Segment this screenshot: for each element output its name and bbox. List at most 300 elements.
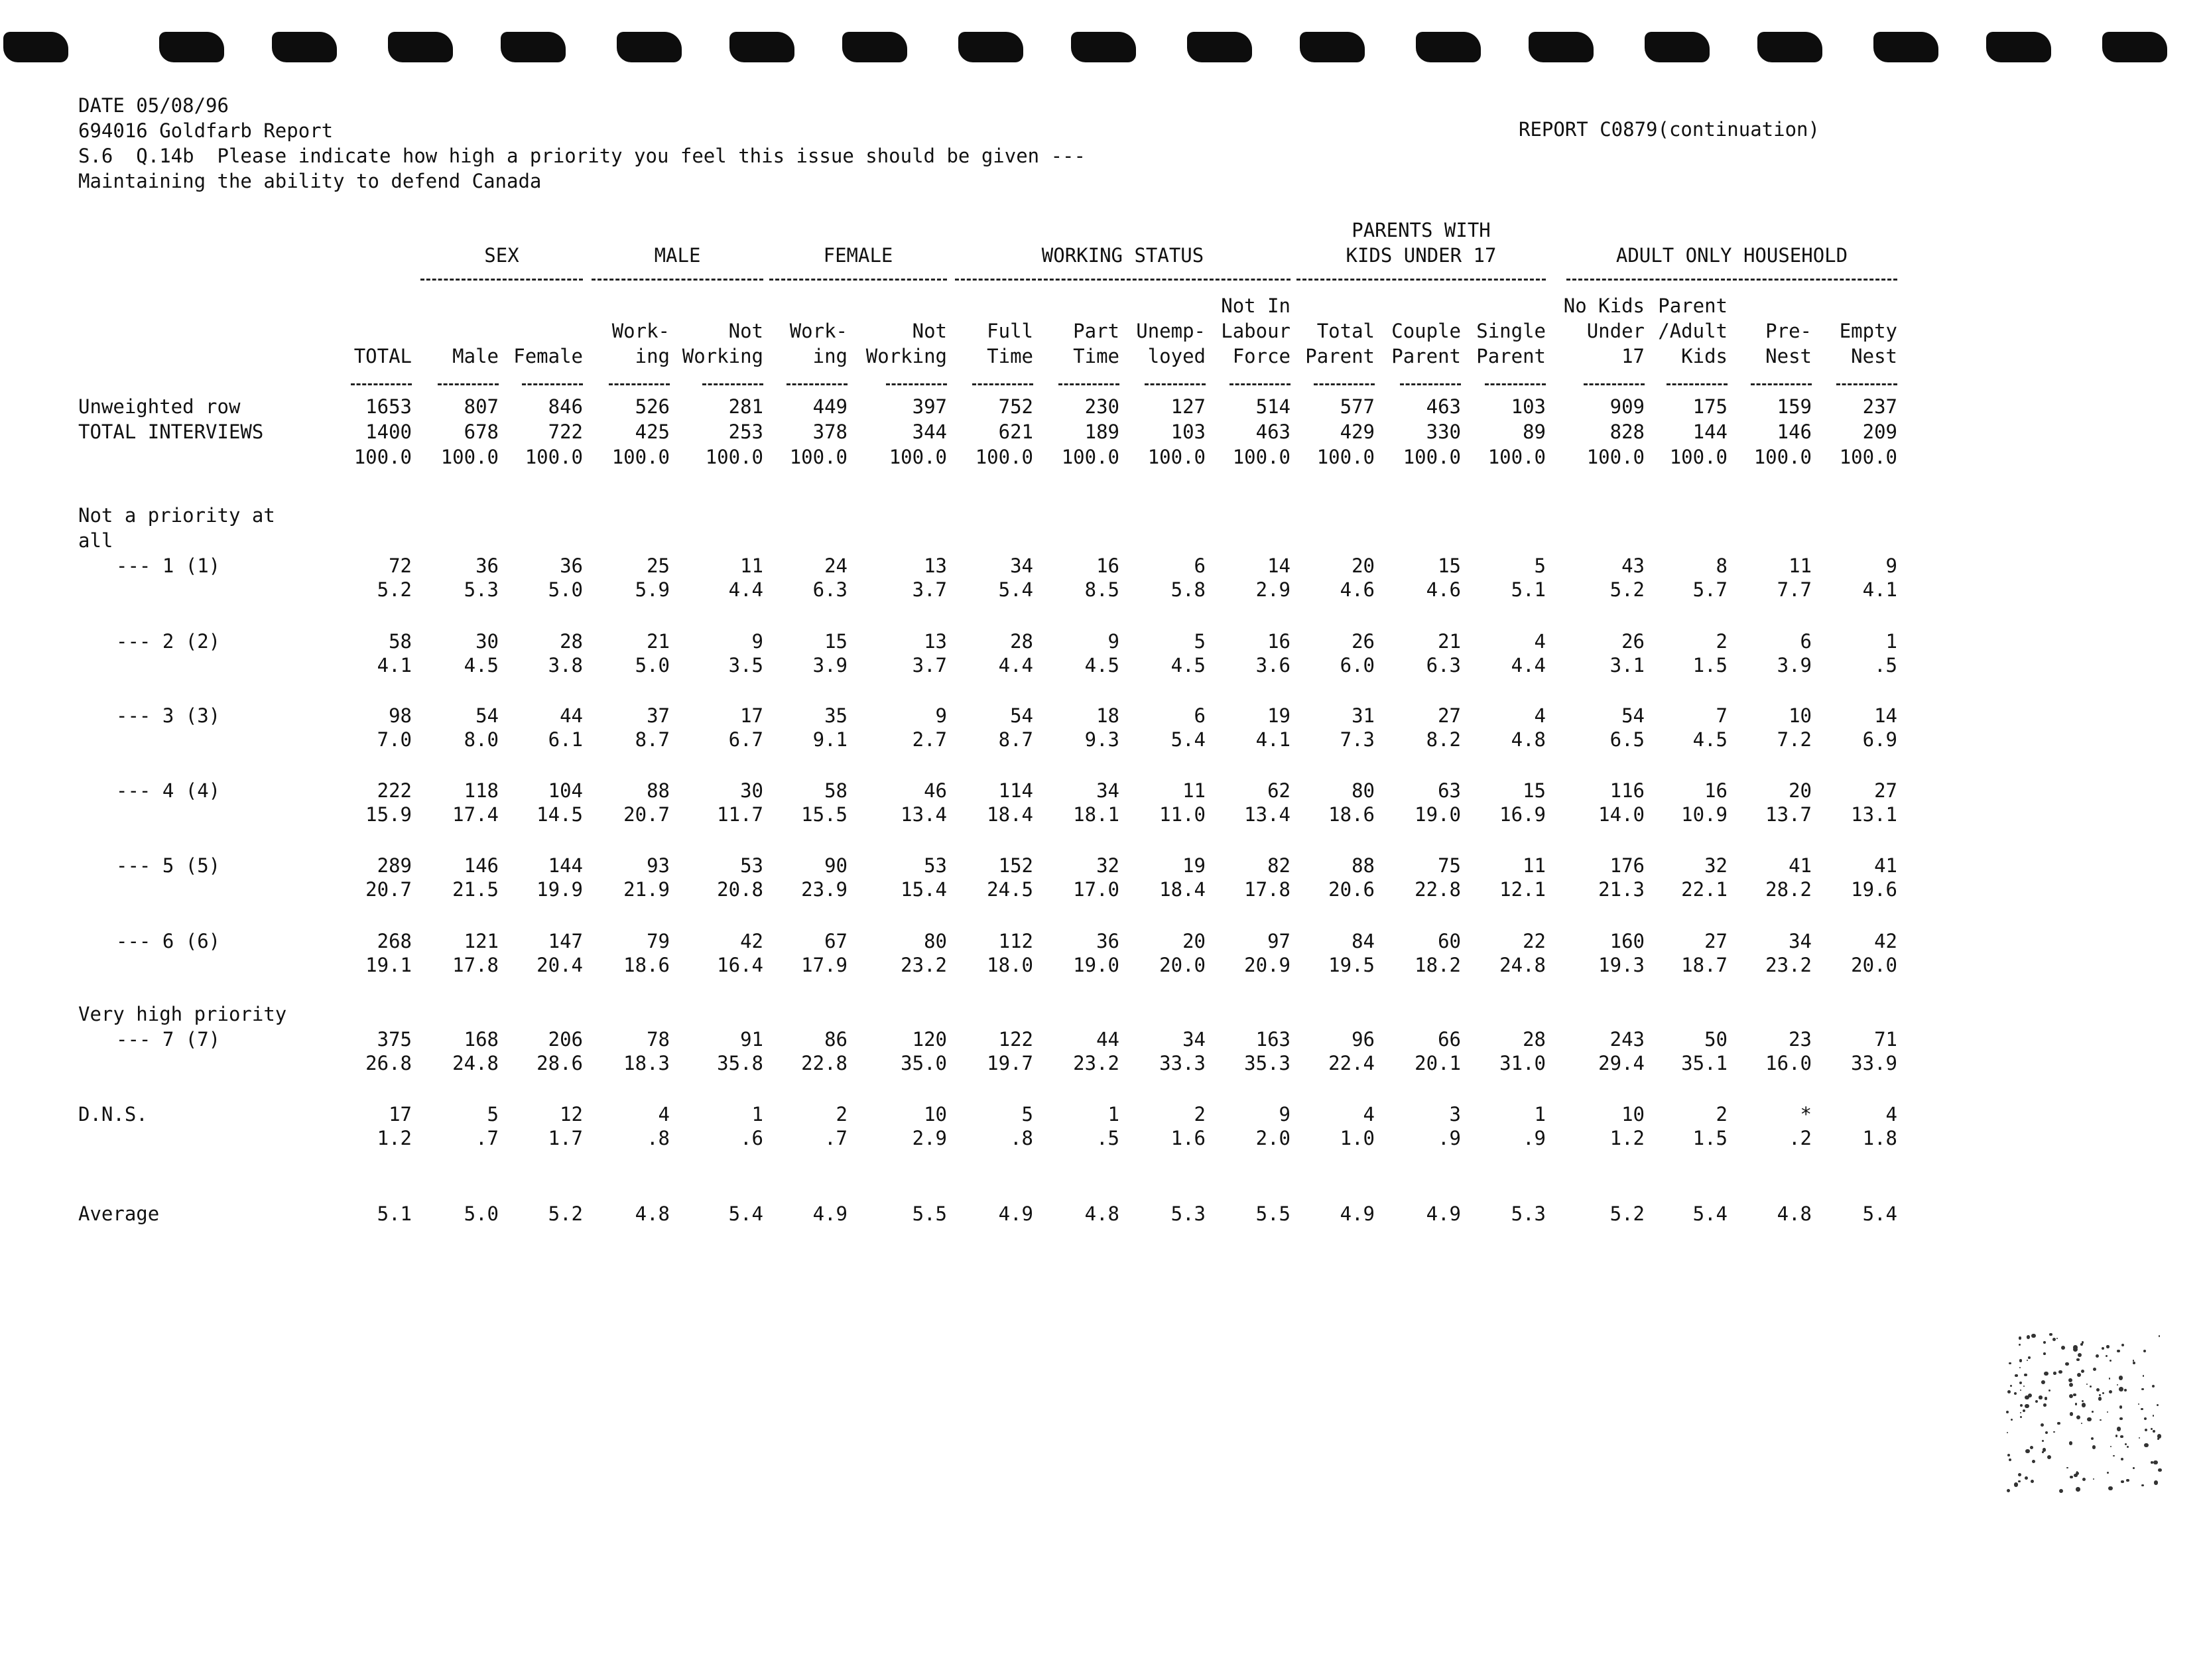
count-cell: 26 — [1352, 630, 1375, 653]
percent-cell: 6.3 — [812, 578, 848, 601]
scan-speck — [2087, 1417, 2092, 1422]
percent-cell: 13.1 — [1851, 803, 1897, 826]
row-label: --- 1 (1) — [116, 554, 221, 577]
average-cell: 5.5 — [912, 1202, 947, 1225]
percent-cell: 20.4 — [536, 954, 583, 976]
column-header-label: ing — [812, 345, 848, 367]
base-cell: 463 — [1255, 420, 1291, 443]
percent-cell: .2 — [1789, 1127, 1812, 1149]
count-cell: 54 — [1621, 704, 1645, 727]
percent-cell: 19.3 — [1598, 954, 1645, 976]
scan-speck — [2009, 1458, 2011, 1461]
percent-cell: 4.6 — [1426, 578, 1461, 601]
scan-speck — [2006, 1411, 2009, 1413]
count-cell: 4 — [658, 1103, 670, 1126]
base-cell: 449 — [812, 395, 848, 418]
percent-cell: 18.3 — [623, 1052, 670, 1074]
scan-speck — [2027, 1335, 2031, 1339]
scan-speck — [2077, 1373, 2081, 1377]
count-cell: 82 — [1267, 854, 1291, 877]
percent-cell: 20.7 — [623, 803, 670, 826]
count-cell: 14 — [1874, 704, 1897, 727]
column-header-label: Force — [1232, 345, 1291, 367]
scan-speck — [2152, 1385, 2155, 1388]
category-label: all — [78, 529, 113, 552]
percent-cell: 2.0 — [1255, 1127, 1291, 1149]
count-cell: 35 — [824, 704, 848, 727]
base-cell: 281 — [728, 395, 763, 418]
percent-cell: 14.0 — [1598, 803, 1645, 826]
percent-cell: 5.2 — [377, 578, 412, 601]
count-cell: 75 — [1438, 854, 1461, 877]
count-cell: 93 — [647, 854, 670, 877]
count-cell: 34 — [1010, 554, 1033, 577]
scan-speck — [2059, 1489, 2063, 1493]
percent-cell: 6.0 — [1340, 654, 1375, 677]
percent-cell: 28.2 — [1765, 878, 1812, 901]
base-cell: 189 — [1084, 420, 1119, 443]
punch-hole — [1645, 32, 1710, 62]
count-cell: 86 — [824, 1028, 848, 1051]
punch-hole — [617, 32, 682, 62]
count-cell: 24 — [824, 554, 848, 577]
scan-speck — [2141, 1408, 2143, 1410]
report-date: DATE 05/08/96 — [78, 94, 229, 117]
base-cell: 1653 — [365, 395, 412, 418]
count-cell: 21 — [647, 630, 670, 653]
count-cell: 10 — [1621, 1103, 1645, 1126]
scan-speck — [2052, 1338, 2056, 1341]
percent-cell: 20.7 — [365, 878, 412, 901]
count-cell: 1 — [751, 1103, 763, 1126]
count-cell: 104 — [548, 779, 583, 802]
scan-speck — [2082, 1478, 2086, 1481]
percent-cell: 1.5 — [1692, 654, 1728, 677]
scan-speck — [2099, 1394, 2100, 1395]
count-cell: 160 — [1609, 930, 1645, 952]
count-cell: 1 — [1107, 1103, 1119, 1126]
percent-cell: 19.7 — [987, 1052, 1033, 1074]
percent-cell: 8.7 — [635, 728, 670, 751]
report-id: REPORT C0879(continuation) — [1519, 118, 1820, 141]
scan-speck — [2093, 1368, 2096, 1371]
percent-cell: 13.7 — [1765, 803, 1812, 826]
group-header-label: SEX — [484, 244, 519, 267]
scan-speck — [2018, 1480, 2020, 1482]
scan-speck — [2043, 1403, 2047, 1407]
scan-speck — [2096, 1388, 2100, 1391]
percent-cell: 13.4 — [1244, 803, 1291, 826]
percent-cell: 3.6 — [1255, 654, 1291, 677]
scan-speck — [2154, 1480, 2158, 1484]
count-cell: 11 — [1789, 554, 1812, 577]
percent-cell: 5.3 — [464, 578, 499, 601]
base-cell: 103 — [1170, 420, 1206, 443]
scan-speck — [2107, 1411, 2108, 1413]
percent-cell: 35.0 — [901, 1052, 947, 1074]
column-header-label: TOTAL — [353, 345, 412, 367]
scan-speck — [2151, 1461, 2153, 1464]
scan-speck — [2070, 1412, 2074, 1416]
count-cell: 10 — [924, 1103, 947, 1126]
base-cell: 209 — [1862, 420, 1897, 443]
punch-hole — [1416, 32, 1481, 62]
group-header-label: WORKING STATUS — [1041, 244, 1204, 267]
percent-cell: 7.3 — [1340, 728, 1375, 751]
count-cell: 32 — [1096, 854, 1119, 877]
count-cell: 21 — [1438, 630, 1461, 653]
group-header-label: KIDS UNDER 17 — [1346, 244, 1497, 267]
scan-speck — [2049, 1333, 2052, 1336]
base-cell: 722 — [548, 420, 583, 443]
scan-speck — [2144, 1443, 2148, 1447]
scan-speck — [2070, 1476, 2073, 1479]
count-cell: 20 — [1182, 930, 1206, 952]
scan-speck — [2144, 1417, 2147, 1420]
count-cell: 289 — [377, 854, 412, 877]
percent-cell: .9 — [1523, 1127, 1546, 1149]
base-cell: 846 — [548, 395, 583, 418]
scan-speck — [2045, 1431, 2048, 1434]
scan-speck — [2108, 1486, 2112, 1490]
percent-cell: 5.4 — [998, 578, 1033, 601]
count-cell: 9 — [1279, 1103, 1291, 1126]
base-cell: 230 — [1084, 395, 1119, 418]
scan-speck — [2068, 1378, 2072, 1382]
percent-cell: 17.0 — [1073, 878, 1119, 901]
percent-cell: 18.6 — [623, 954, 670, 976]
base-cell: 100.0 — [440, 446, 499, 468]
scan-speck — [2044, 1372, 2048, 1376]
percent-cell: .7 — [475, 1127, 499, 1149]
scan-speck — [2143, 1350, 2146, 1352]
scan-speck — [2020, 1389, 2021, 1391]
column-underline — [1058, 383, 1119, 385]
scan-speck — [2057, 1422, 2060, 1425]
count-cell: 14 — [1267, 554, 1291, 577]
count-cell: 62 — [1267, 779, 1291, 802]
count-cell: 5 — [1534, 554, 1546, 577]
average-cell: 5.3 — [1511, 1202, 1546, 1225]
column-underline — [1584, 383, 1645, 385]
base-cell: 330 — [1426, 420, 1461, 443]
scan-speck — [2007, 1454, 2010, 1456]
percent-cell: 22.8 — [801, 1052, 848, 1074]
base-cell: 752 — [998, 395, 1033, 418]
percent-cell: 29.4 — [1598, 1052, 1645, 1074]
count-cell: 58 — [389, 630, 412, 653]
count-cell: 28 — [560, 630, 583, 653]
base-cell: 100.0 — [1669, 446, 1728, 468]
scan-speck — [2058, 1370, 2062, 1374]
percent-cell: 8.5 — [1084, 578, 1119, 601]
row-label: --- 3 (3) — [116, 704, 221, 727]
count-cell: 152 — [998, 854, 1033, 877]
count-cell: 19 — [1267, 704, 1291, 727]
percent-cell: 18.0 — [987, 954, 1033, 976]
percent-cell: 12.1 — [1499, 878, 1546, 901]
scan-speck — [2009, 1362, 2011, 1364]
base-cell: 463 — [1426, 395, 1461, 418]
column-header-label: Unemp- — [1136, 320, 1206, 342]
scan-speck — [2043, 1352, 2046, 1355]
scan-speck — [2030, 1446, 2033, 1449]
punch-hole-strip — [0, 25, 2205, 72]
count-cell: * — [1800, 1103, 1812, 1126]
punch-hole — [958, 32, 1023, 62]
scan-speck — [2019, 1344, 2021, 1346]
count-cell: 96 — [1352, 1028, 1375, 1051]
count-cell: 36 — [1096, 930, 1119, 952]
percent-cell: 1.2 — [1609, 1127, 1645, 1149]
percent-cell: 6.7 — [728, 728, 763, 751]
count-cell: 15 — [1438, 554, 1461, 577]
column-underline — [1485, 383, 1546, 385]
count-cell: 2 — [1716, 630, 1728, 653]
base-cell: 100.0 — [1061, 446, 1119, 468]
column-header-label: Working — [682, 345, 763, 367]
percent-cell: 3.9 — [812, 654, 848, 677]
percent-cell: 15.5 — [801, 803, 848, 826]
count-cell: 58 — [824, 779, 848, 802]
group-header-label: PARENTS WITH — [1352, 219, 1491, 241]
column-underline — [522, 383, 583, 385]
scan-speck — [2102, 1392, 2104, 1394]
scan-speck — [2020, 1416, 2022, 1418]
scan-speck — [2028, 1356, 2031, 1359]
scan-speck — [2082, 1400, 2084, 1402]
count-cell: 34 — [1789, 930, 1812, 952]
count-cell: 146 — [464, 854, 499, 877]
count-cell: 42 — [1874, 930, 1897, 952]
count-cell: 26 — [1621, 630, 1645, 653]
scan-speck — [2025, 1476, 2028, 1480]
percent-cell: 17.4 — [452, 803, 499, 826]
count-cell: 30 — [740, 779, 763, 802]
percent-cell: .8 — [1010, 1127, 1033, 1149]
average-cell: 4.9 — [1340, 1202, 1375, 1225]
scan-speck — [2092, 1411, 2094, 1413]
average-cell: 4.9 — [1426, 1202, 1461, 1225]
scan-speck — [2053, 1372, 2056, 1375]
column-underline — [1229, 383, 1291, 385]
base-cell: 100.0 — [1753, 446, 1812, 468]
column-header-label: Nest — [1851, 345, 1897, 367]
percent-cell: .5 — [1096, 1127, 1119, 1149]
base-cell: 577 — [1340, 395, 1375, 418]
scan-speck — [2119, 1405, 2123, 1409]
average-cell: 4.8 — [1777, 1202, 1812, 1225]
percent-cell: 23.2 — [1765, 954, 1812, 976]
column-header-label: Empty — [1839, 320, 1897, 342]
scan-speck — [2045, 1397, 2048, 1400]
percent-cell: 17.9 — [801, 954, 848, 976]
row-label: D.N.S. — [78, 1103, 148, 1126]
percent-cell: 11.0 — [1159, 803, 1206, 826]
base-cell: 89 — [1523, 420, 1546, 443]
column-header-label: Not — [728, 320, 763, 342]
count-cell: 34 — [1182, 1028, 1206, 1051]
percent-cell: 1.7 — [548, 1127, 583, 1149]
scan-speck — [2069, 1441, 2072, 1445]
scan-speck — [2043, 1448, 2046, 1451]
scan-speck — [2117, 1384, 2118, 1386]
percent-cell: 19.0 — [1073, 954, 1119, 976]
column-underline — [1667, 383, 1728, 385]
column-header-label: Parent — [1391, 345, 1461, 367]
scan-speck — [2117, 1350, 2119, 1352]
count-cell: 9 — [1885, 554, 1897, 577]
row-label: --- 2 (2) — [116, 630, 221, 653]
percent-cell: 18.1 — [1073, 803, 1119, 826]
scan-speck — [2019, 1367, 2021, 1369]
category-label: Very high priority — [78, 1003, 287, 1025]
column-header-label: Time — [1073, 345, 1119, 367]
scan-speck — [2157, 1438, 2159, 1440]
percent-cell: .9 — [1438, 1127, 1461, 1149]
scan-speck — [2027, 1360, 2028, 1361]
percent-cell: 1.0 — [1340, 1127, 1375, 1149]
percent-cell: 18.4 — [987, 803, 1033, 826]
percent-cell: 18.6 — [1328, 803, 1375, 826]
column-header-label: No Kids — [1563, 294, 1645, 317]
percent-cell: 5.2 — [1609, 578, 1645, 601]
count-cell: 375 — [377, 1028, 412, 1051]
scan-speck — [2117, 1427, 2121, 1431]
count-cell: 206 — [548, 1028, 583, 1051]
base-cell: 100.0 — [975, 446, 1033, 468]
base-cell: 100.0 — [1403, 446, 1461, 468]
count-cell: 13 — [924, 554, 947, 577]
percent-cell: 6.5 — [1609, 728, 1645, 751]
percent-cell: 35.8 — [717, 1052, 763, 1074]
column-header-label: Full — [987, 320, 1033, 342]
count-cell: 116 — [1609, 779, 1645, 802]
percent-cell: 9.3 — [1084, 728, 1119, 751]
count-cell: 36 — [475, 554, 499, 577]
scan-speck — [2098, 1397, 2102, 1401]
punch-hole — [1300, 32, 1365, 62]
count-cell: 28 — [1010, 630, 1033, 653]
percent-cell: 35.3 — [1244, 1052, 1291, 1074]
base-cell: 429 — [1340, 420, 1375, 443]
punch-hole — [1873, 32, 1938, 62]
scan-speck — [2078, 1353, 2082, 1357]
percent-cell: 8.7 — [998, 728, 1033, 751]
question-topic: Maintaining the ability to defend Canada — [78, 170, 542, 192]
count-cell: 22 — [1523, 930, 1546, 952]
count-cell: 34 — [1096, 779, 1119, 802]
percent-cell: .7 — [824, 1127, 848, 1149]
base-cell: 100.0 — [705, 446, 763, 468]
base-cell: 678 — [464, 420, 499, 443]
count-cell: 44 — [1096, 1028, 1119, 1051]
percent-cell: 15.9 — [365, 803, 412, 826]
percent-cell: 4.6 — [1340, 578, 1375, 601]
scan-speck — [2133, 1362, 2135, 1364]
average-cell: 4.8 — [1084, 1202, 1119, 1225]
count-cell: 144 — [548, 854, 583, 877]
base-cell: 100.0 — [1487, 446, 1546, 468]
percent-cell: 9.1 — [812, 728, 848, 751]
scan-speck — [2151, 1428, 2153, 1430]
percent-cell: 4.1 — [1862, 578, 1897, 601]
scan-speck — [2109, 1390, 2113, 1394]
scan-speck — [2138, 1403, 2139, 1405]
percent-cell: 33.9 — [1851, 1052, 1897, 1074]
scan-speck — [2074, 1474, 2078, 1478]
scan-speck — [2018, 1473, 2021, 1476]
scan-speck — [2042, 1440, 2044, 1442]
column-underline — [1751, 383, 1812, 385]
count-cell: 32 — [1704, 854, 1728, 877]
average-cell: 4.9 — [812, 1202, 848, 1225]
column-header-label: Parent — [1658, 294, 1728, 317]
count-cell: 72 — [389, 554, 412, 577]
percent-cell: 3.8 — [548, 654, 583, 677]
count-cell: 28 — [1523, 1028, 1546, 1051]
scan-speck — [2090, 1386, 2092, 1388]
percent-cell: 19.0 — [1415, 803, 1461, 826]
base-cell: 100.0 — [1839, 446, 1897, 468]
count-cell: 118 — [464, 779, 499, 802]
percent-cell: 14.5 — [536, 803, 583, 826]
percent-cell: 5.7 — [1692, 578, 1728, 601]
row-label: Average — [78, 1202, 160, 1225]
count-cell: 222 — [377, 779, 412, 802]
scan-speck — [2007, 1489, 2010, 1492]
base-cell: 378 — [812, 420, 848, 443]
count-cell: 37 — [647, 704, 670, 727]
scan-speck — [2091, 1437, 2094, 1440]
column-header-label: Work- — [611, 320, 670, 342]
count-cell: 4 — [1534, 630, 1546, 653]
column-header-label: Male — [452, 345, 499, 367]
column-underline — [438, 383, 499, 385]
group-underline — [955, 279, 1291, 281]
count-cell: 67 — [824, 930, 848, 952]
group-underline — [1566, 279, 1897, 281]
count-cell: 88 — [1352, 854, 1375, 877]
column-header-label: Under — [1586, 320, 1645, 342]
count-cell: 63 — [1438, 779, 1461, 802]
scan-speck — [2007, 1390, 2011, 1393]
count-cell: 121 — [464, 930, 499, 952]
punch-hole — [272, 32, 337, 62]
column-underline — [1145, 383, 1206, 385]
base-cell: 344 — [912, 420, 947, 443]
count-cell: 10 — [1789, 704, 1812, 727]
base-cell: 100.0 — [889, 446, 947, 468]
percent-cell: 18.4 — [1159, 878, 1206, 901]
row-label: --- 4 (4) — [116, 779, 221, 802]
percent-cell: 17.8 — [452, 954, 499, 976]
percent-cell: 35.1 — [1681, 1052, 1728, 1074]
percent-cell: 7.7 — [1777, 578, 1812, 601]
punch-hole — [842, 32, 907, 62]
scan-speck — [2119, 1387, 2123, 1391]
base-cell: 1400 — [365, 420, 412, 443]
count-cell: 7 — [1716, 704, 1728, 727]
scan-speck — [2028, 1393, 2033, 1398]
percent-cell: 21.3 — [1598, 878, 1645, 901]
count-cell: 78 — [647, 1028, 670, 1051]
percent-cell: 22.1 — [1681, 878, 1728, 901]
percent-cell: 4.5 — [1170, 654, 1206, 677]
count-cell: 71 — [1874, 1028, 1897, 1051]
row-label: TOTAL INTERVIEWS — [78, 420, 264, 443]
count-cell: 25 — [647, 554, 670, 577]
